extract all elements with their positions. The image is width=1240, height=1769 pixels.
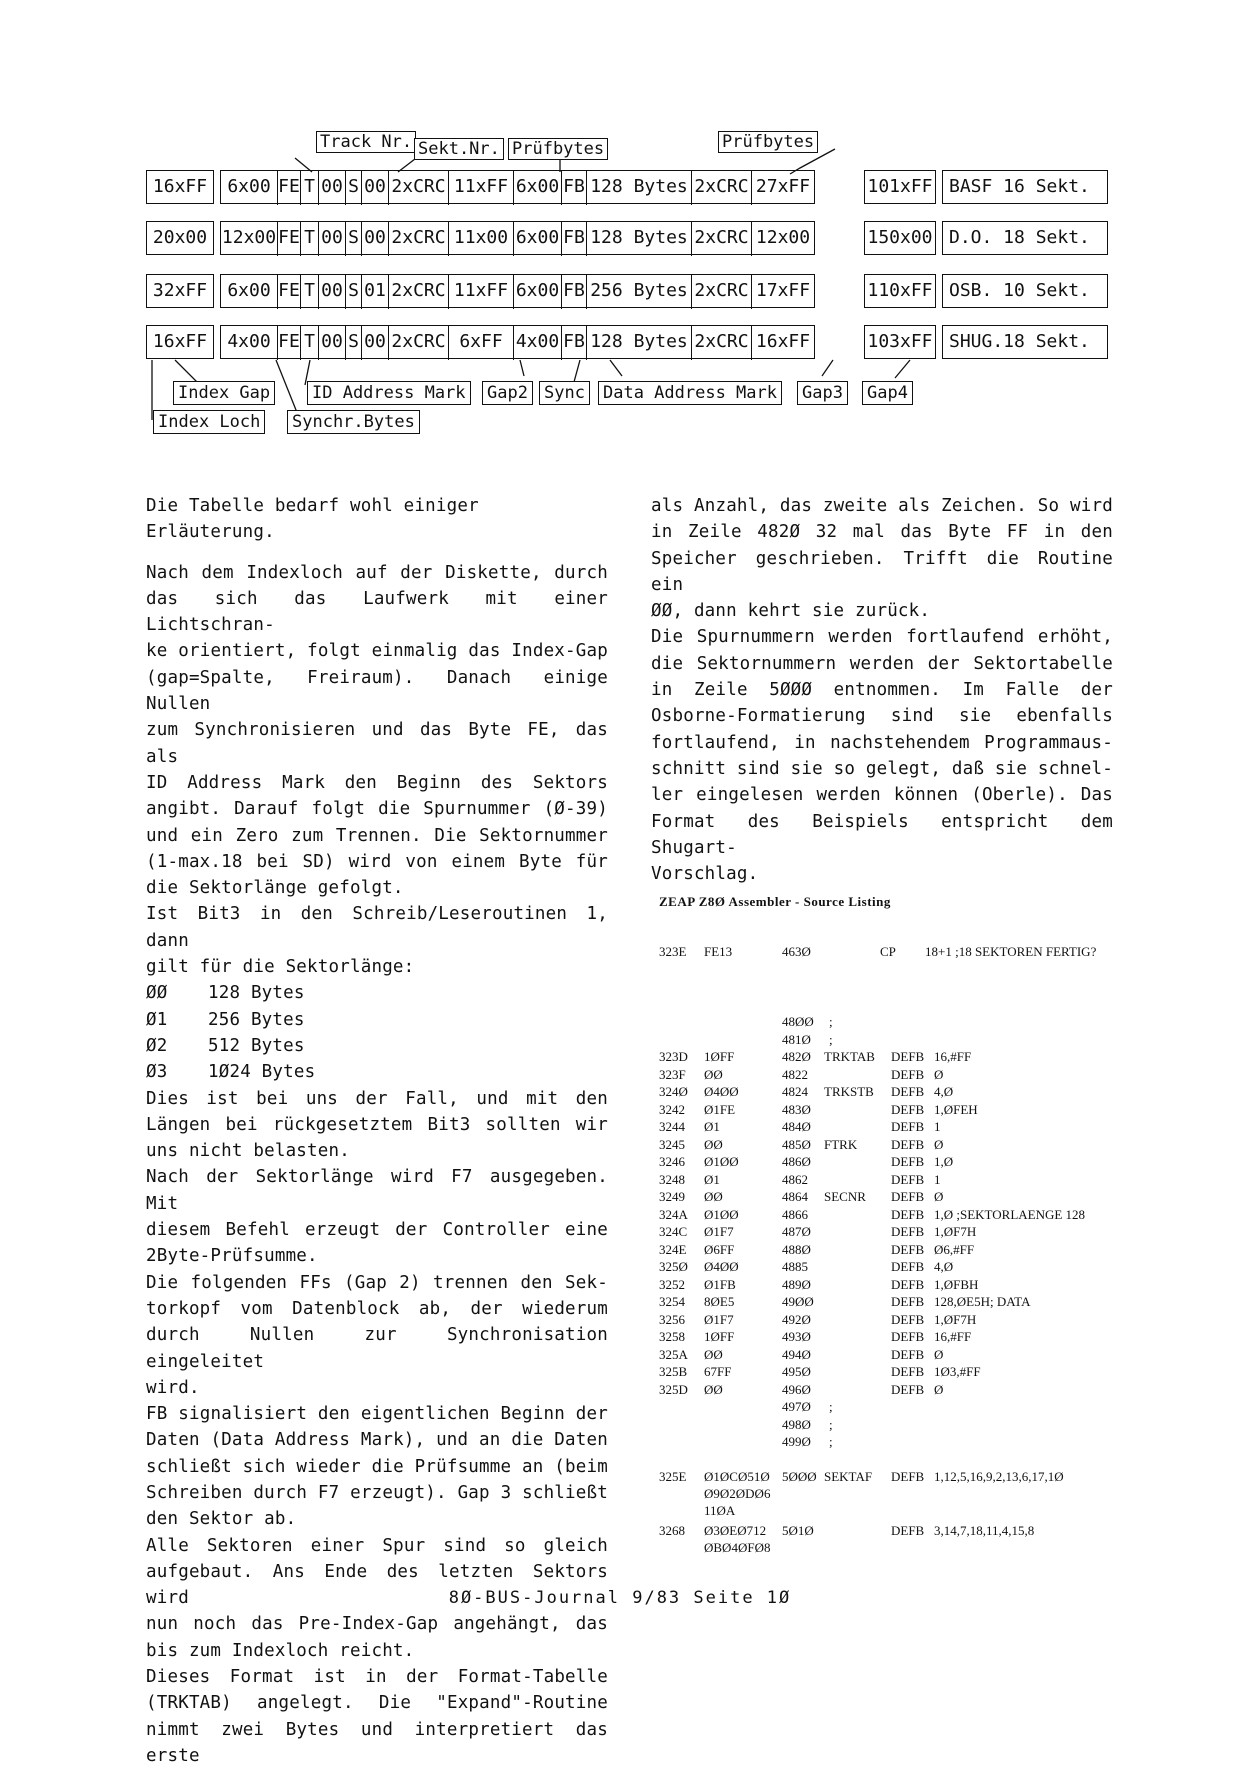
legend-gap2: Gap2 [482,381,533,405]
cell-crc2: 2xCRC [692,326,752,360]
text-line: die Sektorlänge gefolgt. [146,878,404,899]
listing-title: ZEAP Z8Ø Assembler - Source Listing [659,894,891,909]
text-line: das sich das Laufwerk mit einer Lichtschran- [146,588,608,636]
diagram-connectors [0,0,1240,440]
text-line: (gap=Spalte, Freiraum). Danach einige Nullen [146,667,608,715]
text-line: (TRKTAB) angelegt. Die "Expand"-Routine [146,1693,608,1714]
cell-fb: FB [562,326,587,360]
cell-z2: 00 [362,171,389,205]
text-line: aufgebaut. Ans Ende des letzten Sektors wird [146,1561,608,1609]
cell-z2: 00 [362,222,389,256]
cell-s: S [346,275,362,309]
text-line: nun noch das Pre-Index-Gap angehängt, das [146,1614,608,1635]
cell-z1: 00 [319,222,346,256]
text-line: (1-max.18 bei SD) wird von einem Byte für [146,851,608,872]
cell-lead-gap: 16xFF [146,325,214,359]
text-line: diesem Befehl erzeugt der Controller eine [146,1220,608,1241]
label-sektor-nr: Sekt.Nr. [414,138,504,160]
cell-sync: 6x00 [514,171,562,205]
label-pruefbytes-1: Prüfbytes [508,138,608,160]
text-line: Längen bei rückgesetztem Bit3 sollten wir [146,1114,608,1135]
label-track-nr: Track Nr. [316,131,416,153]
text-line: Format des Beispiels entspricht dem Shugart- [651,811,1113,858]
cell-fe: FE [278,171,301,205]
legend-index-loch: Index Loch [153,410,265,434]
label-pruefbytes-2: Prüfbytes [718,131,818,153]
cell-gap4: 110xFF [864,274,936,308]
text-line: Speicher geschrieben. Trifft die Routine ein [651,548,1113,595]
sector-group [220,221,815,255]
text-line: ke orientiert, folgt einmalig das Index-Gap [146,641,608,662]
cell-gap3: 27xFF [755,176,811,197]
cell-bytes: 128 Bytes [587,326,692,360]
cell-t: T [301,275,319,309]
cell-lead-gap: 16xFF [146,170,214,204]
cell-bytes: 128 Bytes [587,171,692,205]
text-line: nimmt zwei Bytes und interpretiert das erste [146,1719,608,1766]
format-row [146,170,1116,204]
cell-gap1: 12x00 [221,222,278,256]
text-line: Dies ist bei uns der Fall, und mit den [146,1088,608,1109]
text-line: den Sektor ab. [146,1509,297,1530]
cell-fb: FB [562,222,587,256]
text-line: Alle Sektoren einer Spur sind so gleich [146,1535,608,1556]
cell-z1: 00 [319,326,346,360]
text-line: Vorschlag. [651,864,759,885]
legend-index-gap: Index Gap [173,381,275,405]
text-line: in Zeile 5ØØØ entnommen. Im Falle der [651,680,1113,701]
text-line: Die Tabelle bedarf wohl einiger Erläuterung. [146,496,479,543]
text-line: Daten (Data Address Mark), und an die Daten [146,1430,608,1451]
text-line: torkopf vom Datenblock ab, der wiederum [146,1298,608,1319]
cell-s: S [346,326,362,360]
sector-size-item: Ø2 512 Bytes [146,1035,305,1056]
cell-t: T [301,326,319,360]
text-line: schnitt sind sie so gelegt, daß sie schnel- [651,758,1113,779]
right-text-column [651,493,1113,887]
text-line: zum Synchronisieren und das Byte FE, das als [146,720,608,767]
cell-crc2: 2xCRC [692,171,752,205]
text-line: durch Nullen zur Synchronisation eingeleitet [146,1325,608,1372]
connector-data-mark [610,360,622,376]
sector-group [220,170,815,204]
listing-continuation: Ø9Ø2ØDØ6 [704,1486,771,1501]
format-row [146,221,1116,255]
connector-sync [574,360,580,382]
connector-gap4 [895,360,910,378]
text-line: FB signalisiert den eigentlichen Beginn der [146,1404,608,1425]
legend-id-address-mark: ID Address Mark [307,381,471,405]
text-line: als Anzahl, das zweite als Zeichen. So wird [651,496,1113,516]
sector-size-list [146,980,608,1085]
cell-fb: FB [562,171,587,205]
text-line: Osborne-Formatierung sind sie ebenfalls [651,706,1113,727]
cell-gap1: 6x00 [221,275,278,309]
text-line: fortlaufend, in nachstehendem Programmaus- [651,732,1113,753]
cell-fe: FE [278,222,301,256]
cell-lead-gap: 20x00 [146,221,214,255]
cell-fe: FE [278,326,301,360]
text-line: Die Spurnummern werden fortlaufend erhöht, [651,627,1113,648]
cell-sync: 6x00 [514,222,562,256]
cell-t: T [301,171,319,205]
listing-continuation: ØBØ4ØFØ8 [704,1540,771,1555]
cell-crc1: 2xCRC [389,171,449,205]
cell-gap2: 11x00 [449,222,514,256]
text-line: in Zeile 482Ø 32 mal das Byte FF in den [651,522,1113,543]
cell-z1: 00 [319,171,346,205]
text-line: gilt für die Sektorlänge: [146,957,415,978]
format-row [146,325,1116,359]
text-line: und ein Zero zum Trennen. Die Sektornummer [146,825,608,846]
legend-gap3: Gap3 [797,381,848,405]
cell-lead-gap: 32xFF [146,274,214,308]
cell-gap4: 103xFF [864,325,936,359]
text-line: Schreiben durch F7 erzeugt). Gap 3 schließt [146,1482,608,1503]
sector-size-item: ØØ 128 Bytes [146,983,305,1004]
cell-crc2: 2xCRC [692,222,752,256]
cell-gap1: 6x00 [221,171,278,205]
text-line: bis zum Indexloch reicht. [146,1640,415,1661]
text-line: angibt. Darauf folgt die Spurnummer (Ø-39) [146,799,608,820]
sector-group [220,274,815,308]
cell-format-name: D.O. 18 Sekt. [942,221,1108,255]
page-footer: 8Ø-BUS-Journal 9/83 Seite 1Ø [448,1588,792,1608]
cell-gap3: 12x00 [755,227,811,248]
cell-format-name: SHUG.18 Sekt. [942,325,1108,359]
cell-format-name: BASF 16 Sekt. [942,170,1108,204]
cell-s: S [346,222,362,256]
cell-gap2: 11xFF [449,275,514,309]
cell-z1: 00 [319,275,346,309]
cell-gap2: 11xFF [449,171,514,205]
legend-data-address-mark: Data Address Mark [598,381,782,405]
cell-gap3: 16xFF [755,331,811,352]
listing-continuation: 11ØA [704,1503,736,1518]
cell-bytes: 128 Bytes [587,222,692,256]
text-line: Dieses Format ist in der Format-Tabelle [146,1667,608,1688]
cell-crc1: 2xCRC [389,275,449,309]
legend-sync: Sync [539,381,590,405]
legend-synchr-bytes: Synchr.Bytes [287,410,420,434]
text-line: schließt sich wieder die Prüfsumme an (beim [146,1456,608,1477]
sector-size-item: Ø1 256 Bytes [146,1009,305,1030]
format-row [146,274,1116,308]
cell-t: T [301,222,319,256]
cell-gap4: 150x00 [864,221,936,255]
text-line: uns nicht belasten. [146,1141,350,1162]
cell-crc2: 2xCRC [692,275,752,309]
cell-crc1: 2xCRC [389,222,449,256]
text-line: Die folgenden FFs (Gap 2) trennen den Sek- [146,1272,608,1293]
connector-gap3 [822,360,833,376]
text-line: ØØ, dann kehrt sie zurück. [651,601,931,622]
sector-group [220,325,815,359]
cell-gap4: 101xFF [864,170,936,204]
cell-z2: 00 [362,326,389,360]
cell-sync: 4x00 [514,326,562,360]
text-line: ler eingelesen werden können (Oberle). Das [651,785,1113,806]
cell-z2: 01 [362,275,389,309]
text-line: Ist Bit3 in den Schreib/Leseroutinen 1, dann [146,904,608,951]
cell-format-name: OSB. 10 Sekt. [942,274,1108,308]
cell-s: S [346,171,362,205]
text-line: Nach der Sektorlänge wird F7 ausgegeben. Mit [146,1167,608,1214]
cell-fb: FB [562,275,587,309]
cell-sync: 6x00 [514,275,562,309]
text-line: Nach dem Indexloch auf der Diskette, durch [146,562,608,583]
cell-bytes: 256 Bytes [587,275,692,309]
text-line: 2Byte-Prüfsumme. [146,1246,318,1267]
left-text-column [146,493,608,1769]
cell-gap2: 6xFF [449,326,514,360]
legend-gap4: Gap4 [862,381,913,405]
text-line: wird. [146,1377,200,1398]
connector-gap2 [520,360,524,376]
sector-size-item: Ø3 1Ø24 Bytes [146,1062,316,1083]
cell-fe: FE [278,275,301,309]
cell-crc1: 2xCRC [389,326,449,360]
cell-gap3: 17xFF [755,280,811,301]
text-line: die Sektornummern werden der Sektortabelle [651,653,1113,674]
cell-gap1: 4x00 [221,326,278,360]
text-line: ID Address Mark den Beginn des Sektors [146,772,608,793]
